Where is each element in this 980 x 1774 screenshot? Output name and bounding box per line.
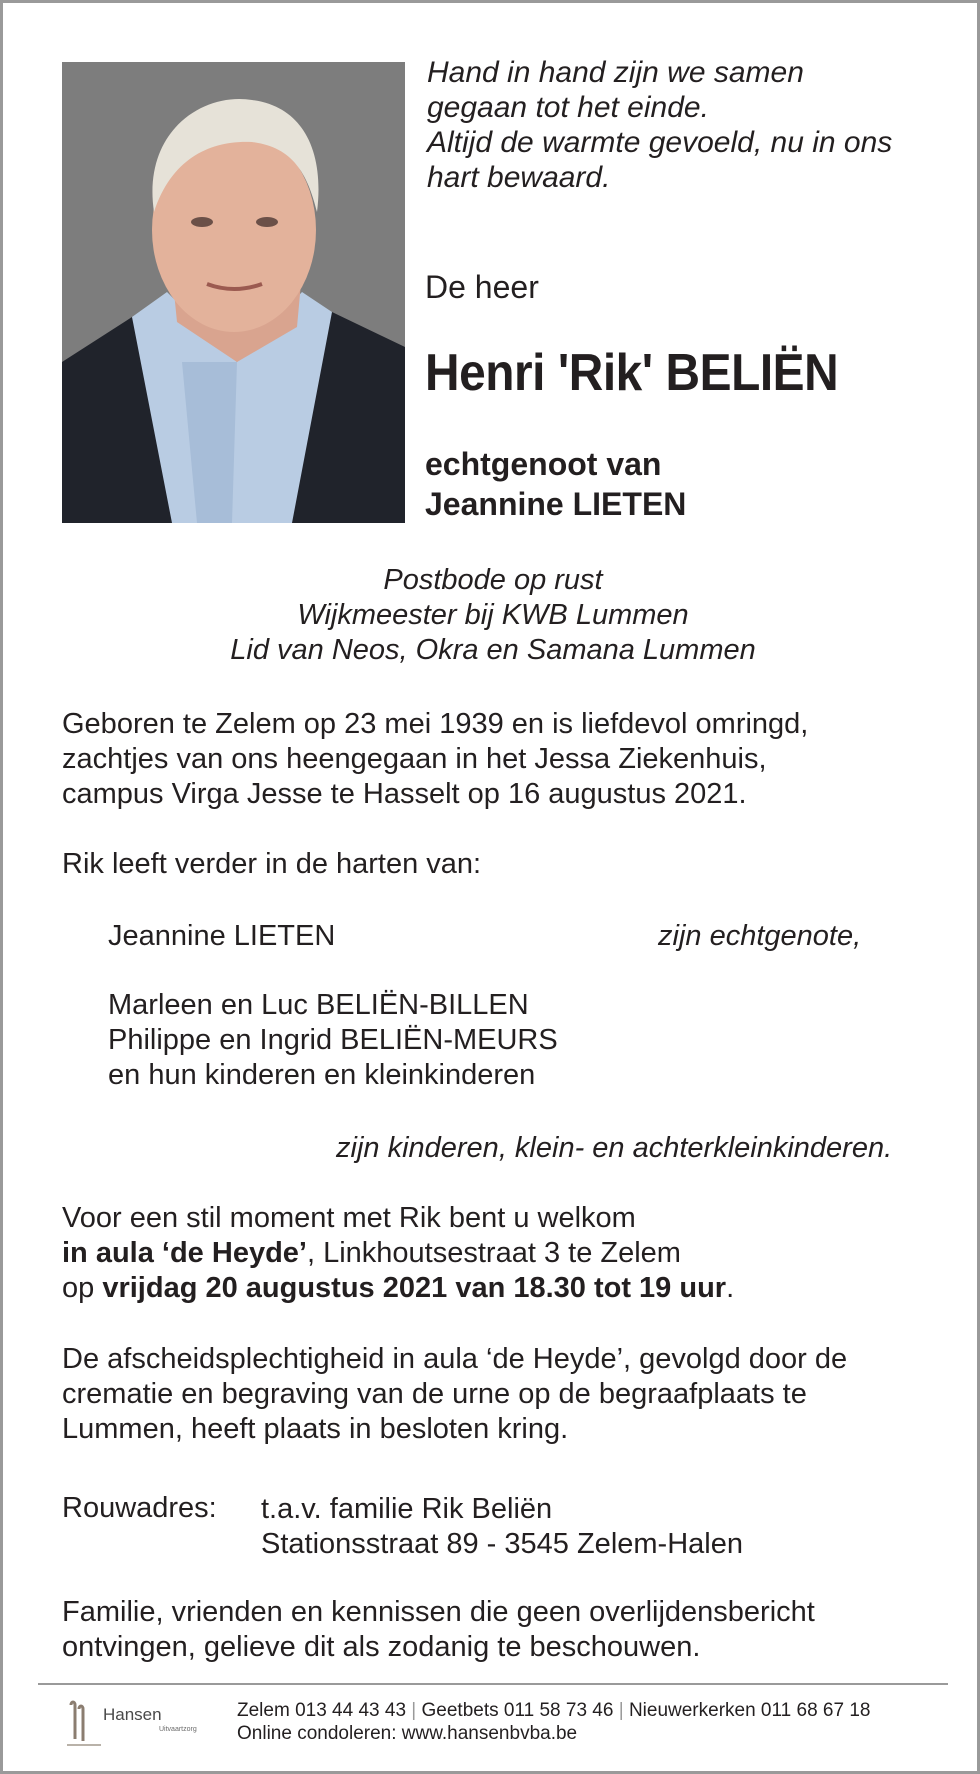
logo-name: Hansen [103, 1705, 162, 1724]
visit-datetime: vrijdag 20 augustus 2021 van 18.30 tot 19 uur [102, 1272, 727, 1304]
phone-geetbets: Geetbets 011 58 73 46 [421, 1700, 614, 1721]
separator: | [618, 1700, 624, 1721]
funeral-home-logo [63, 1695, 203, 1753]
footer-contact [237, 1699, 870, 1745]
logo-figure-icon [65, 1699, 105, 1749]
child-line: en hun kinderen en kleinkinderen [108, 1059, 536, 1091]
phone-numbers [237, 1699, 870, 1722]
child-line: Philippe en Ingrid BELIËN-MEURS [108, 1024, 558, 1056]
online-condolence: Online condoleren: www.hansenbvba.be [237, 1723, 578, 1744]
text-span: . [726, 1272, 735, 1304]
phone-zelem: Zelem 013 44 43 43 [237, 1700, 407, 1721]
footer-divider [38, 1683, 948, 1685]
venue-bold: in aula ‘de Heyde’ [62, 1237, 307, 1269]
title-prefix: De heer [425, 269, 539, 305]
visitation-paragraph [62, 1201, 942, 1306]
text-line: crematie en begraving van de urne op de begraafplaats te [62, 1378, 807, 1410]
text-span: op [62, 1272, 103, 1304]
roles [3, 563, 980, 668]
venue-address: , Linkhoutsestraat 3 te Zelem [306, 1237, 681, 1269]
role-line: Postbode op rust [383, 564, 603, 596]
deceased-name: Henri 'Rik' BELIËN [425, 344, 839, 402]
text-line: campus Virga Jesse te Hasselt op 16 augustus 2021. [62, 778, 747, 810]
spouse-relation: echtgenoot van [425, 446, 662, 482]
birth-death-paragraph [62, 707, 942, 812]
text-line: Familie, vrienden en kennissen die geen overlijdensbericht [62, 1596, 815, 1628]
poem-line: gegaan tot het einde. [427, 91, 709, 124]
mourning-address-label: Rouwadres: [62, 1492, 217, 1524]
address-line: t.a.v. familie Rik Beliën [261, 1493, 553, 1525]
poem [427, 55, 947, 195]
spouse-name: Jeannine LIETEN [425, 486, 687, 522]
mourning-address [261, 1492, 743, 1562]
text-line: ontvingen, gelieve dit als zodanig te beschouwen. [62, 1631, 701, 1663]
separator: | [411, 1700, 417, 1721]
survivors-intro: Rik leeft verder in de harten van: [62, 848, 482, 880]
poem-line: Altijd de warmte gevoeld, nu in ons [427, 126, 893, 159]
text-line: zachtjes van ons heengegaan in het Jessa Ziekenhuis, [62, 743, 767, 775]
child-line: Marleen en Luc BELIËN-BILLEN [108, 989, 529, 1021]
closing-paragraph [62, 1595, 942, 1665]
role-line: Wijkmeester bij KWB Lummen [297, 599, 689, 631]
children-relation: zijn kinderen, klein- en achterkleinkinderen. [336, 1132, 893, 1164]
address-line: Stationsstraat 89 - 3545 Zelem-Halen [261, 1528, 743, 1560]
text-line: Geboren te Zelem op 23 mei 1939 en is liefdevol omringd, [62, 708, 809, 740]
text-line [62, 1271, 942, 1306]
logo-subtitle: Uitvaartzorg [159, 1726, 197, 1733]
ceremony-paragraph [62, 1342, 942, 1447]
spouse-info [425, 444, 686, 524]
text-line: Lummen, heeft plaats in besloten kring. [62, 1413, 569, 1445]
text-line: Voor een stil moment met Rik bent u welkom [62, 1202, 636, 1234]
poem-line: hart bewaard. [427, 161, 611, 194]
phone-nieuwerkerken: Nieuwerkerken 011 68 67 18 [628, 1700, 871, 1721]
survivor-spouse-relation: zijn echtgenote, [658, 920, 862, 952]
portrait-photo [62, 62, 405, 523]
role-line: Lid van Neos, Okra en Samana Lummen [230, 634, 756, 666]
text-line: De afscheidsplechtigheid in aula ‘de Heyde’, gevolgd door de [62, 1343, 848, 1375]
text-line [62, 1236, 942, 1271]
poem-line: Hand in hand zijn we samen [427, 56, 804, 89]
survivor-spouse-name: Jeannine LIETEN [108, 920, 336, 952]
